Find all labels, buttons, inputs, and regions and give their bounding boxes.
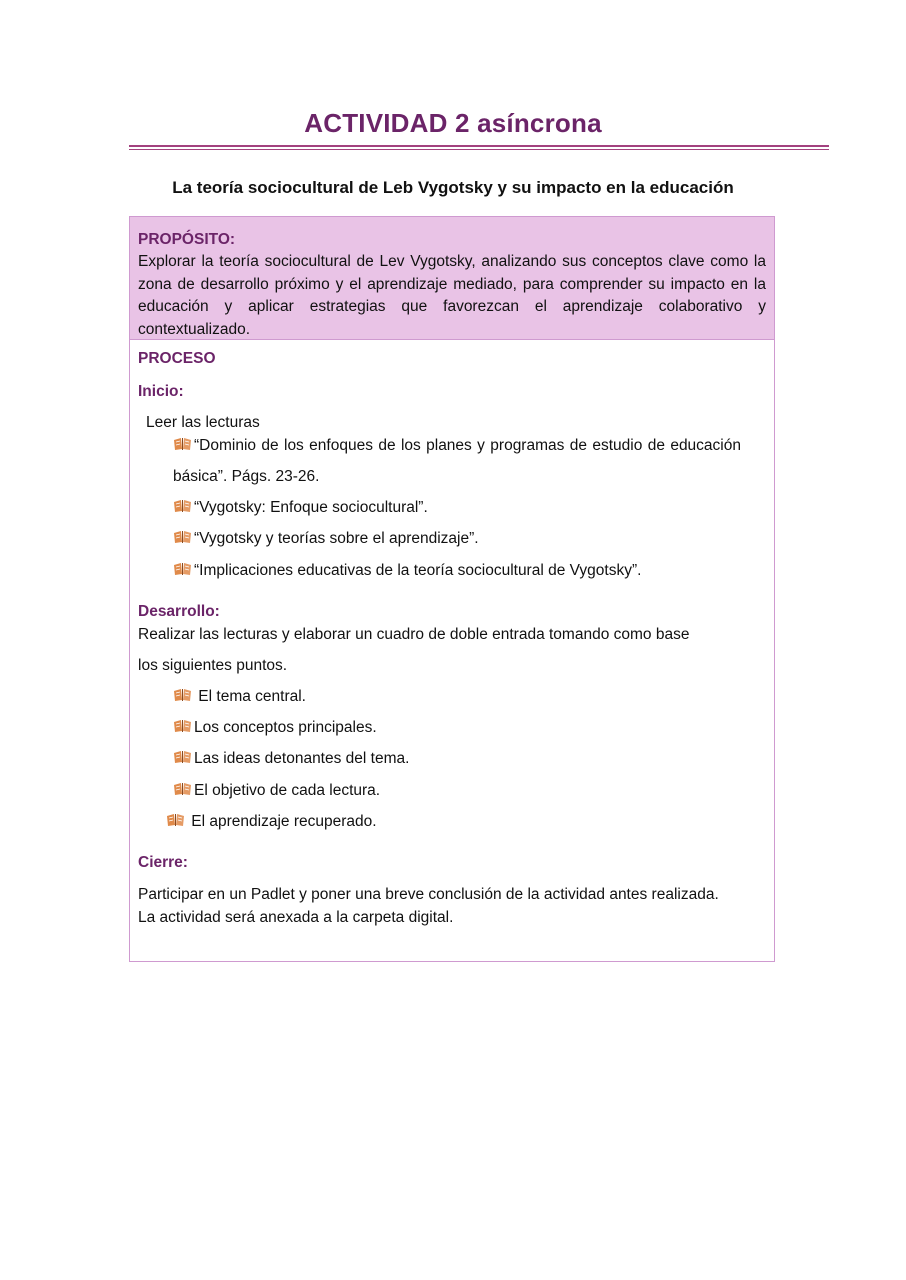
book-bullet-icon [173,431,193,445]
purpose-label: PROPÓSITO: [138,231,236,248]
list-item [173,430,741,492]
purpose-text: Explorar la teoría sociocultural de Lev Vygotsky, analizando sus conceptos clave como la zona de desarrollo próximo y el aprendizaje mediado, para comprender su impacto en la educación y aplicar estrategias que favorezcan el aprendizaje colaborativo y contextualizado. [138,253,766,338]
book-bullet-icon [166,813,186,827]
list-item-text: El aprendizaje recuperado. [187,813,377,830]
book-bullet-icon [173,782,193,796]
purpose-section [130,217,774,340]
list-item [173,562,741,580]
inicio-label: Inicio: [138,383,184,400]
list-item [173,719,741,737]
book-bullet-icon [173,499,193,513]
list-item [173,688,741,706]
process-label: PROCESO [138,350,216,367]
book-bullet-icon [173,530,193,544]
desarrollo-intro-line2: los siguientes puntos. [138,657,288,674]
desarrollo-intro-line1: Realizar las lecturas y elaborar un cuadro de doble entrada tomando como base [138,626,690,643]
list-item [173,530,741,548]
list-item-text: “Dominio de los enfoques de los planes y programas de estudio de educación básica”. Págs. 23-26. [173,437,741,485]
title-rule [129,145,829,147]
book-bullet-icon [173,562,193,576]
cierre-label: Cierre: [138,854,188,871]
list-item-text: “Vygotsky: Enfoque sociocultural”. [194,499,428,516]
book-bullet-icon [173,719,193,733]
list-item-text: “Implicaciones educativas de la teoría sociocultural de Vygotsky”. [194,562,642,579]
book-bullet-icon [173,750,193,764]
book-bullet-icon [173,688,193,702]
list-item [173,782,741,800]
activity-box [129,216,775,962]
list-item-text: El tema central. [194,688,306,705]
list-item [173,750,741,768]
list-item [173,499,741,517]
list-item-text: Las ideas detonantes del tema. [194,750,410,767]
list-item [166,813,734,831]
cierre-text-line2: La actividad será anexada a la carpeta digital. [138,909,454,926]
document-subtitle: La teoría sociocultural de Leb Vygotsky y su impacto en la educación [172,178,734,197]
list-item-text: El objetivo de cada lectura. [194,782,381,799]
inicio-intro: Leer las lecturas [146,414,260,431]
desarrollo-label: Desarrollo: [138,603,220,620]
cierre-text-line1: Participar en un Padlet y poner una breve conclusión de la actividad antes realizada. [138,886,719,903]
page-title: ACTIVIDAD 2 asíncrona [304,108,602,138]
list-item-text: “Vygotsky y teorías sobre el aprendizaje”. [194,530,479,547]
list-item-text: Los conceptos principales. [194,719,377,736]
title-rule-thin [129,149,829,150]
